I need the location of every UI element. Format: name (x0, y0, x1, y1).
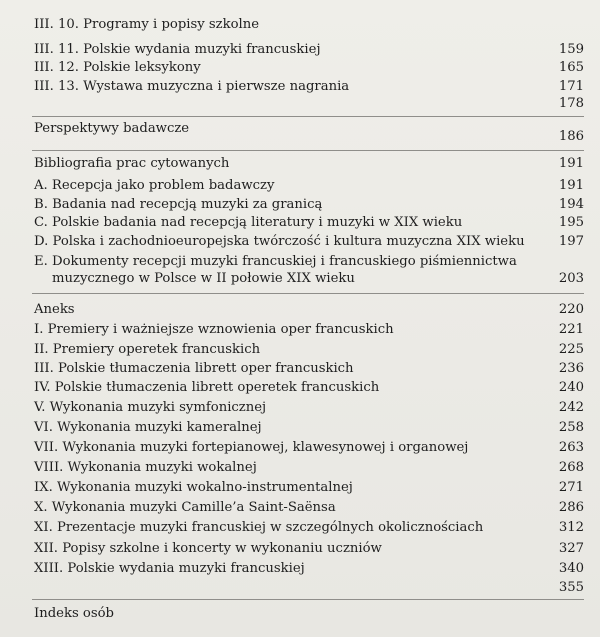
toc-entry-label: muzycznego w Polsce w II połowie XIX wieku (52, 271, 355, 286)
toc-entry-label: III. 12. Polskie leksykony (34, 60, 201, 75)
toc-entry-label: D. Polska i zachodnioeuropejska twórczość i kultura muzyczna XIX wieku (34, 234, 525, 249)
toc-entry-label: Perspektywy badawcze (34, 121, 190, 136)
section-divider (32, 599, 584, 600)
toc-entry-label: VI. Wykonania muzyki kameralnej (34, 420, 262, 435)
section-divider (32, 116, 584, 117)
toc-entry-label: XIII. Polskie wydania muzyki francuskiej (34, 561, 305, 576)
toc-entry-page: 263 (558, 440, 584, 455)
toc-entry-label: V. Wykonania muzyki symfonicznej (34, 400, 267, 415)
toc-entry-label: B. Badania nad recepcją muzyki za granicą (34, 197, 323, 212)
toc-entry-label: VII. Wykonania muzyki fortepianowej, klawesynowej i organowej (34, 440, 469, 455)
toc-entry-page: 236 (558, 361, 584, 376)
toc-entry-page: 194 (558, 197, 584, 212)
toc-entry-page: 327 (558, 541, 584, 556)
toc-entry-page: 197 (558, 234, 584, 249)
toc-entry-page: 355 (558, 580, 584, 595)
toc-entry-page: 195 (558, 215, 584, 230)
toc-entry-label: XI. Prezentacje muzyki francuskiej w szczególnych okolicznościach (34, 520, 484, 535)
toc-entry-label: III. 11. Polskie wydania muzyki francuskiej (34, 42, 321, 57)
toc-entry-page: 312 (558, 520, 584, 535)
toc-entry-label: VIII. Wykonania muzyki wokalnej (34, 460, 257, 475)
toc-entry-label: II. Premiery operetek francuskich (34, 342, 261, 357)
toc-entry-label: III. 13. Wystawa muzyczna i pierwsze nagrania (34, 79, 350, 94)
toc-entry-label: III. 10. Programy i popisy szkolne (34, 17, 260, 32)
toc-entry-page: 286 (558, 500, 584, 515)
toc-entry-page: 191 (558, 178, 584, 193)
toc-entry-label: C. Polskie badania nad recepcją literatury i muzyki w XIX wieku (34, 215, 463, 230)
toc-entry-label: XII. Popisy szkolne i koncerty w wykonaniu uczniów (34, 541, 382, 556)
toc-entry-page: 178 (558, 96, 584, 111)
toc-entry-page: 240 (558, 380, 584, 395)
toc-entry-page: 171 (558, 79, 584, 94)
toc-entry-label: IV. Polskie tłumaczenia librett operetek francuskich (34, 380, 380, 395)
toc-entry-label: Bibliografia prac cytowanych (34, 156, 230, 171)
section-divider (32, 150, 584, 151)
toc-entry-page: 242 (558, 400, 584, 415)
toc-entry-page: 268 (558, 460, 584, 475)
toc-entry-page: 221 (558, 322, 584, 337)
toc-entry-page: 258 (558, 420, 584, 435)
toc-entry-page: 203 (558, 271, 584, 286)
toc-entry-page: 271 (558, 480, 584, 495)
toc-entry-label: III. Polskie tłumaczenia librett oper francuskich (34, 361, 354, 376)
toc-entry-page: 191 (558, 156, 584, 171)
toc-entry-page: 220 (558, 302, 584, 317)
toc-entry-page: 165 (558, 60, 584, 75)
toc-entry-page: 225 (558, 342, 584, 357)
toc-entry-label: Aneks (34, 302, 75, 317)
toc-entry-label: E. Dokumenty recepcji muzyki francuskiej i francuskiego piśmiennictwa (34, 254, 517, 269)
toc-entry-page: 186 (558, 129, 584, 144)
toc-entry-page: 159 (558, 42, 584, 57)
toc-entry-label: A. Recepcja jako problem badawczy (34, 178, 275, 193)
toc-entry-label: I. Premiery i ważniejsze wznowienia oper francuskich (34, 322, 394, 337)
toc-entry-label: IX. Wykonania muzyki wokalno-instrumentalnej (34, 480, 353, 495)
toc-entry-label: X. Wykonania muzyki Camille’a Saint-Saënsa (34, 500, 336, 515)
section-divider (32, 293, 584, 294)
toc-entry-page: 340 (558, 561, 584, 576)
toc-entry-label: Indeks osób (34, 606, 114, 621)
